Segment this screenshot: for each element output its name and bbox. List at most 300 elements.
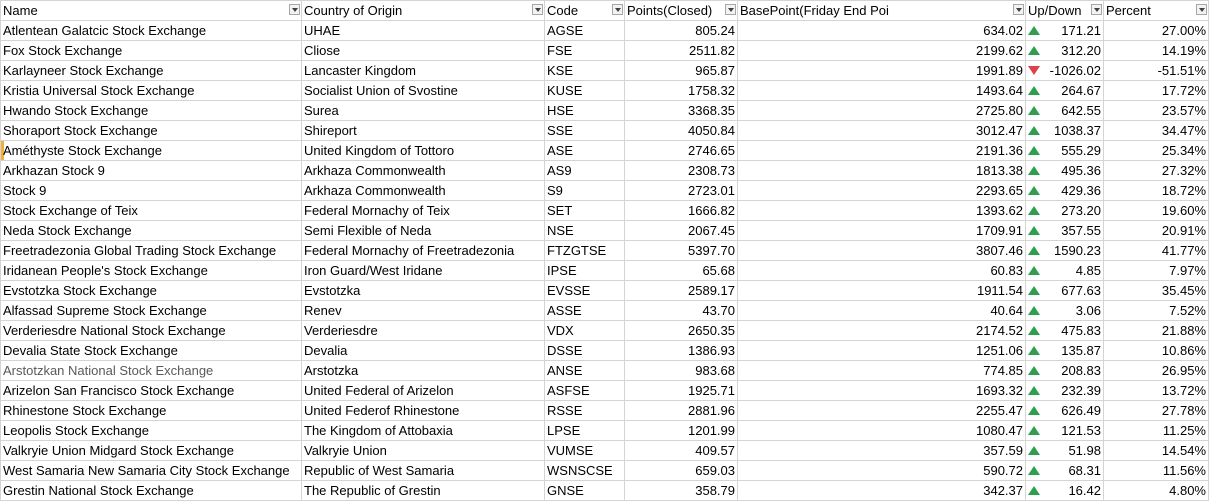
cell-points[interactable] [625,361,738,381]
filter-dropdown-icon[interactable] [532,4,543,15]
cell-updown[interactable] [1026,481,1104,501]
cell-country-value: Lancaster Kingdom [304,63,417,78]
up-arrow-icon [1028,286,1040,295]
cell-updown[interactable] [1026,161,1104,181]
cell-percent[interactable] [1104,381,1209,401]
cell-points[interactable] [625,21,738,41]
cell-country[interactable] [302,341,545,361]
cell-name-value: Leopolis Stock Exchange [3,423,149,438]
cell-updown-value: 475.83 [1061,323,1101,338]
cell-code-value: VUMSE [547,443,594,458]
cell-name[interactable] [1,441,302,461]
cell-basepoint[interactable] [738,381,1026,401]
cell-code[interactable] [545,461,625,481]
cell-updown[interactable] [1026,321,1104,341]
cell-points[interactable] [625,301,738,321]
cell-name[interactable] [1,21,302,41]
cell-updown[interactable] [1026,141,1104,161]
cell-country[interactable] [302,381,545,401]
cell-percent-value: 27.78% [1161,403,1206,418]
cell-name-value: Fox Stock Exchange [3,43,123,58]
header-updown[interactable] [1026,1,1104,21]
filter-dropdown-icon[interactable] [1196,4,1207,15]
cell-name[interactable] [1,161,302,181]
cell-updown[interactable] [1026,101,1104,121]
cell-code[interactable] [545,21,625,41]
cell-name-value: Rhinestone Stock Exchange [3,403,167,418]
header-label: Country of Origin [304,3,403,18]
cell-basepoint[interactable] [738,21,1026,41]
cell-points[interactable] [625,141,738,161]
table-row [1,441,1209,461]
cell-code[interactable] [545,121,625,141]
cell-code[interactable] [545,321,625,341]
cell-country[interactable] [302,181,545,201]
cell-name-value: Evstotzka Stock Exchange [3,283,157,298]
cell-points-value: 1758.32 [688,83,735,98]
cell-country-value: Semi Flexible of Neda [304,223,432,238]
cell-updown-value: 555.29 [1061,143,1101,158]
up-arrow-icon [1028,226,1040,235]
cell-percent[interactable] [1104,221,1209,241]
cell-percent[interactable] [1104,421,1209,441]
cell-country-value: United Federal of Arizelon [304,383,454,398]
cell-country[interactable] [302,121,545,141]
table-row [1,281,1209,301]
cell-points[interactable] [625,321,738,341]
up-arrow-icon [1028,486,1040,495]
cell-percent[interactable] [1104,61,1209,81]
cell-updown[interactable] [1026,341,1104,361]
cell-percent-value: 27.00% [1161,23,1206,38]
cell-percent[interactable] [1104,301,1209,321]
cell-percent-value: 7.52% [1169,303,1206,318]
cell-country[interactable] [302,481,545,501]
cell-basepoint[interactable] [738,81,1026,101]
cell-updown[interactable] [1026,381,1104,401]
cell-name[interactable] [1,201,302,221]
cell-code[interactable] [545,401,625,421]
cell-country[interactable] [302,141,545,161]
cell-updown[interactable] [1026,301,1104,321]
cell-updown-value: 208.83 [1061,363,1101,378]
cell-basepoint[interactable] [738,181,1026,201]
cell-country-value: UHAE [304,23,341,38]
table-row [1,221,1209,241]
cell-percent[interactable] [1104,181,1209,201]
cell-percent[interactable] [1104,261,1209,281]
cell-percent[interactable] [1104,281,1209,301]
cell-updown-value: 121.53 [1061,423,1101,438]
cell-country-value: Arstotzka [304,363,359,378]
cell-basepoint[interactable] [738,201,1026,221]
cell-percent[interactable] [1104,21,1209,41]
cell-basepoint-value: 1991.89 [976,63,1023,78]
cell-code[interactable] [545,201,625,221]
cell-updown[interactable] [1026,81,1104,101]
cell-updown[interactable] [1026,441,1104,461]
header-percent[interactable] [1104,1,1209,21]
table-row [1,161,1209,181]
header-points[interactable] [625,1,738,21]
cell-code[interactable] [545,441,625,461]
cell-points-value: 4050.84 [688,123,735,138]
cell-percent[interactable] [1104,441,1209,461]
cell-name[interactable] [1,41,302,61]
cell-points[interactable] [625,161,738,181]
cell-percent[interactable] [1104,481,1209,501]
cell-basepoint-value: 40.64 [990,303,1023,318]
cell-percent[interactable] [1104,361,1209,381]
cell-basepoint[interactable] [738,461,1026,481]
cell-updown[interactable] [1026,361,1104,381]
cell-country-value: Federal Mornachy of Teix [304,203,450,218]
cell-code[interactable] [545,61,625,81]
cell-basepoint[interactable] [738,301,1026,321]
cell-name[interactable] [1,281,302,301]
cell-updown[interactable] [1026,41,1104,61]
cell-basepoint[interactable] [738,281,1026,301]
cell-percent-value: 11.56% [1162,463,1206,478]
cell-code[interactable] [545,381,625,401]
cell-name[interactable] [1,141,302,161]
cell-percent-value: 19.60% [1161,203,1206,218]
up-arrow-icon [1028,86,1040,95]
filter-dropdown-icon[interactable] [289,4,300,15]
cell-percent-value: 14.54% [1161,443,1206,458]
cell-updown[interactable] [1026,221,1104,241]
up-arrow-icon [1028,266,1040,275]
cell-percent[interactable] [1104,101,1209,121]
cell-code-value: KSE [547,63,574,78]
cell-code[interactable] [545,41,625,61]
cell-country[interactable] [302,361,545,381]
cell-basepoint[interactable] [738,261,1026,281]
cell-country-value: Verderiesdre [304,323,378,338]
up-arrow-icon [1028,106,1040,115]
cell-points-value: 1386.93 [688,343,735,358]
cell-basepoint[interactable] [738,161,1026,181]
up-arrow-icon [1028,326,1040,335]
cell-country-value: Evstotzka [304,283,361,298]
cell-basepoint[interactable] [738,121,1026,141]
cell-updown-value: 357.55 [1061,223,1101,238]
cell-points[interactable] [625,461,738,481]
cell-points[interactable] [625,261,738,281]
cell-code[interactable] [545,261,625,281]
cell-percent[interactable] [1104,141,1209,161]
cell-updown[interactable] [1026,261,1104,281]
cell-code[interactable] [545,341,625,361]
cell-code[interactable] [545,161,625,181]
cell-percent[interactable] [1104,81,1209,101]
cell-country-value: Cliose [304,43,341,58]
cell-points[interactable] [625,81,738,101]
cell-country[interactable] [302,241,545,261]
cell-code[interactable] [545,241,625,261]
cell-code[interactable] [545,301,625,321]
cell-basepoint-value: 2199.62 [976,43,1023,58]
cell-name-value: Grestin National Stock Exchange [3,483,194,498]
cell-country[interactable] [302,461,545,481]
cell-points-value: 2308.73 [688,163,735,178]
cell-points-value: 965.87 [695,63,735,78]
cell-updown-value: 171.21 [1061,23,1101,38]
cell-name-value: West Samaria New Samaria City Stock Exchange [3,463,290,478]
cell-name[interactable] [1,321,302,341]
cell-basepoint-value: 1251.06 [976,343,1023,358]
cell-points[interactable] [625,101,738,121]
up-arrow-icon [1028,186,1040,195]
cell-code[interactable] [545,181,625,201]
cell-percent-value: 20.91% [1161,223,1206,238]
cell-name[interactable] [1,181,302,201]
cell-basepoint[interactable] [738,61,1026,81]
header-country[interactable] [302,1,545,21]
cell-country-value: Renev [304,303,342,318]
filter-dropdown-icon[interactable] [725,4,736,15]
cell-updown[interactable] [1026,241,1104,261]
cell-updown[interactable] [1026,61,1104,81]
cell-name-value: Arstotzkan National Stock Exchange [3,363,214,378]
up-arrow-icon [1028,426,1040,435]
cell-code-value: FTZGTSE [547,243,607,258]
cell-country[interactable] [302,61,545,81]
cell-points-value: 659.03 [695,463,735,478]
cell-percent[interactable] [1104,341,1209,361]
cell-points[interactable] [625,281,738,301]
cell-basepoint-value: 2191.36 [976,143,1023,158]
cell-percent[interactable] [1104,461,1209,481]
cell-points[interactable] [625,241,738,261]
cell-name[interactable] [1,381,302,401]
cell-percent[interactable] [1104,121,1209,141]
cell-name-value: Arkhazan Stock 9 [3,163,105,178]
cell-updown-value: 495.36 [1061,163,1101,178]
cell-points[interactable] [625,181,738,201]
cell-basepoint[interactable] [738,361,1026,381]
cell-country-value: Devalia [304,343,348,358]
cell-code-value: ASSE [547,303,582,318]
cell-name-value: Kristia Universal Stock Exchange [3,83,195,98]
cell-basepoint[interactable] [738,41,1026,61]
cell-country-value: Shireport [304,123,357,138]
cell-points-value: 1201.99 [688,423,735,438]
cell-country[interactable] [302,221,545,241]
cell-percent[interactable] [1104,321,1209,341]
table-row [1,341,1209,361]
cell-points-value: 2723.01 [688,183,735,198]
cell-percent-value: -51.51% [1157,63,1206,78]
cell-points[interactable] [625,41,738,61]
cell-code[interactable] [545,81,625,101]
cell-code-value: HSE [547,103,574,118]
cell-updown[interactable] [1026,21,1104,41]
cell-country-value: The Republic of Grestin [304,483,441,498]
cell-points[interactable] [625,441,738,461]
cell-percent[interactable] [1104,401,1209,421]
cell-country[interactable] [302,301,545,321]
cell-updown[interactable] [1026,181,1104,201]
cell-code-value: WSNSCSE [547,463,613,478]
table-row [1,81,1209,101]
cell-updown-value: 3.06 [1075,303,1101,318]
cell-basepoint[interactable] [738,341,1026,361]
cell-percent[interactable] [1104,41,1209,61]
cell-basepoint[interactable] [738,321,1026,341]
cell-country[interactable] [302,401,545,421]
cell-basepoint[interactable] [738,481,1026,501]
cell-code[interactable] [545,481,625,501]
cell-points[interactable] [625,381,738,401]
up-arrow-icon [1028,126,1040,135]
table-row [1,61,1209,81]
cell-updown[interactable] [1026,281,1104,301]
cell-code-value: RSSE [547,403,583,418]
cell-code-value: DSSE [547,343,583,358]
filter-dropdown-icon[interactable] [1013,4,1024,15]
header-name[interactable] [1,1,302,21]
cell-name[interactable] [1,101,302,121]
cell-updown[interactable] [1026,401,1104,421]
cell-country[interactable] [302,421,545,441]
cell-name[interactable] [1,481,302,501]
cell-points[interactable] [625,221,738,241]
cell-code-value: ASE [547,143,574,158]
cell-country-value: Iron Guard/West Iridane [304,263,443,278]
cell-points[interactable] [625,201,738,221]
cell-code[interactable] [545,421,625,441]
table-row [1,321,1209,341]
cell-code[interactable] [545,101,625,121]
cell-updown[interactable] [1026,201,1104,221]
cell-updown-value: 626.49 [1061,403,1101,418]
cell-code[interactable] [545,221,625,241]
filter-dropdown-icon[interactable] [612,4,623,15]
cell-code-value: EVSSE [547,283,591,298]
cell-updown-value: 264.67 [1061,83,1101,98]
table-row [1,401,1209,421]
cell-basepoint[interactable] [738,221,1026,241]
cell-percent-value: 21.88% [1161,323,1206,338]
up-arrow-icon [1028,446,1040,455]
header-label: Name [3,3,38,18]
cell-basepoint[interactable] [738,441,1026,461]
cell-country[interactable] [302,21,545,41]
cell-points[interactable] [625,121,738,141]
cell-country[interactable] [302,261,545,281]
cell-code-value: KUSE [547,83,583,98]
cell-percent-value: 41.77% [1161,243,1206,258]
cell-name-value: Freetradezonia Global Trading Stock Exchange [3,243,277,258]
cell-code-value: ASFSE [547,383,590,398]
cell-updown-value: 273.20 [1061,203,1101,218]
cell-code[interactable] [545,361,625,381]
cell-name-value: Valkryie Union Midgard Stock Exchange [3,443,234,458]
table-row [1,481,1209,501]
header-basepoint[interactable] [738,1,1026,21]
cell-updown[interactable] [1026,421,1104,441]
cell-basepoint-value: 1393.62 [976,203,1023,218]
cell-basepoint[interactable] [738,241,1026,261]
cell-code-value: NSE [547,223,574,238]
cell-country[interactable] [302,281,545,301]
header-code[interactable] [545,1,625,21]
cell-code-value: AGSE [547,23,584,38]
cell-country[interactable] [302,321,545,341]
cell-name[interactable] [1,221,302,241]
cell-country[interactable] [302,41,545,61]
cell-name[interactable] [1,361,302,381]
cell-code[interactable] [545,141,625,161]
cell-basepoint[interactable] [738,421,1026,441]
cell-name[interactable] [1,241,302,261]
cell-name[interactable] [1,121,302,141]
cell-name[interactable] [1,461,302,481]
cell-percent-value: 26.95% [1161,363,1206,378]
cell-updown[interactable] [1026,461,1104,481]
cell-basepoint[interactable] [738,101,1026,121]
cell-points[interactable] [625,401,738,421]
table-row [1,141,1209,161]
cell-name[interactable] [1,401,302,421]
cell-percent[interactable] [1104,201,1209,221]
table-row [1,101,1209,121]
cell-name-value: Hwando Stock Exchange [3,103,149,118]
cell-points-value: 43.70 [702,303,735,318]
cell-points-value: 805.24 [695,23,735,38]
cell-name[interactable] [1,341,302,361]
cell-country-value: Federal Mornachy of Freetradezonia [304,243,515,258]
cell-country[interactable] [302,161,545,181]
cell-basepoint-value: 3012.47 [976,123,1023,138]
cell-country[interactable] [302,81,545,101]
cell-name[interactable] [1,81,302,101]
cell-percent[interactable] [1104,161,1209,181]
cell-points-value: 2650.35 [688,323,735,338]
cell-code[interactable] [545,281,625,301]
up-arrow-icon [1028,206,1040,215]
cell-country[interactable] [302,201,545,221]
cell-name[interactable] [1,261,302,281]
cell-basepoint-value: 1911.54 [976,283,1023,298]
cell-percent-value: 23.57% [1161,103,1206,118]
table-row [1,361,1209,381]
cell-percent-value: 17.72% [1161,83,1206,98]
cell-country-value: Surea [304,103,339,118]
table-row [1,261,1209,281]
cell-points[interactable] [625,421,738,441]
cell-points[interactable] [625,341,738,361]
cell-name[interactable] [1,301,302,321]
cell-country[interactable] [302,441,545,461]
cell-basepoint[interactable] [738,141,1026,161]
table-row [1,181,1209,201]
cell-name[interactable] [1,61,302,81]
cell-percent-value: 10.86% [1161,343,1206,358]
cell-percent[interactable] [1104,241,1209,261]
cell-updown[interactable] [1026,121,1104,141]
cell-basepoint-value: 1493.64 [976,83,1023,98]
cell-name[interactable] [1,421,302,441]
filter-dropdown-icon[interactable] [1091,4,1102,15]
cell-basepoint[interactable] [738,401,1026,421]
cell-name-value: Verderiesdre National Stock Exchange [3,323,226,338]
up-arrow-icon [1028,366,1040,375]
cell-points[interactable] [625,61,738,81]
cell-country[interactable] [302,101,545,121]
cell-points[interactable] [625,481,738,501]
